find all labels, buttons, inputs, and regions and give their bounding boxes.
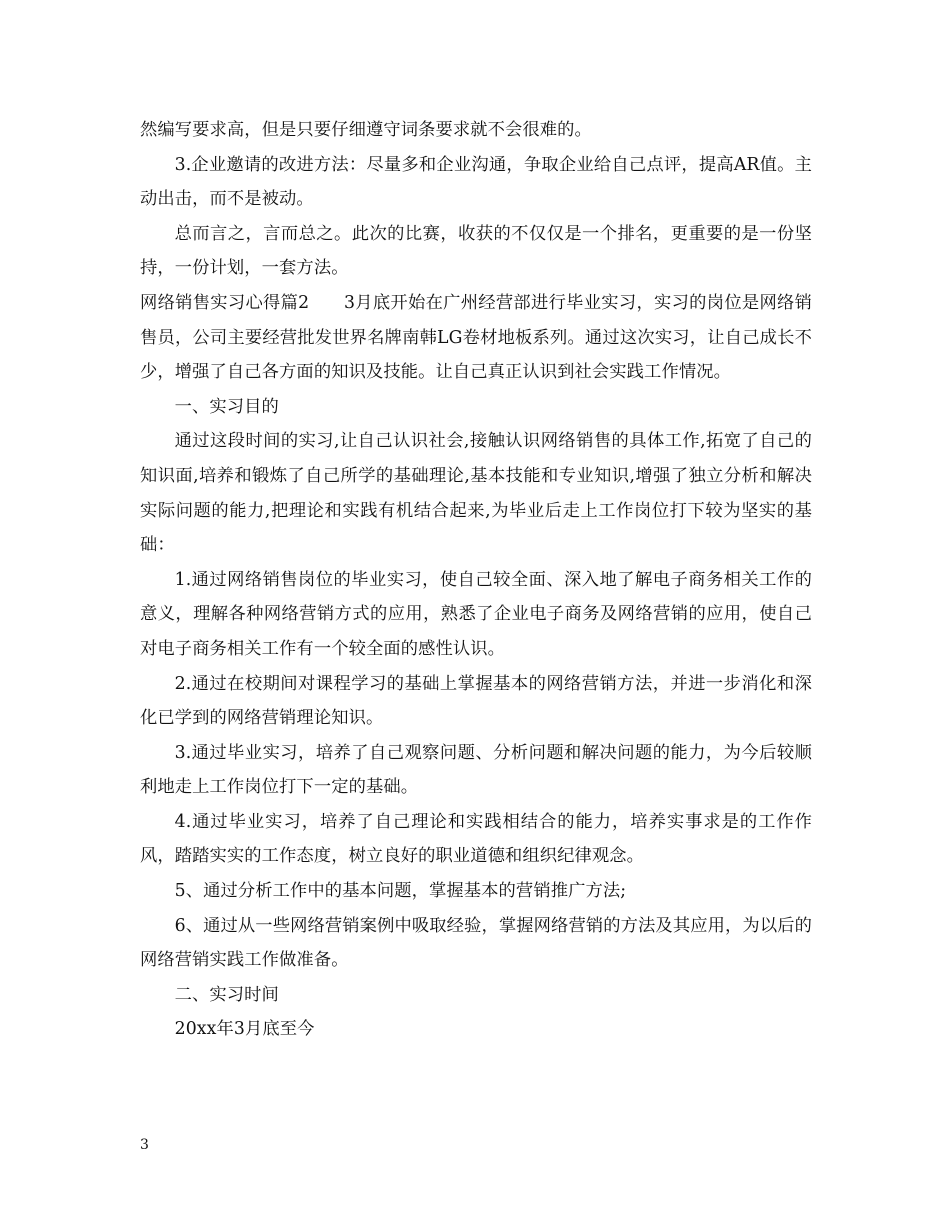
- list-item-4: 4.通过毕业实习，培养了自己理论和实践相结合的能力，培养实事求是的工作作风，踏踏实实的工作态度，树立良好的职业道德和组织纪律观念。: [140, 811, 812, 867]
- list-item-1: 1.通过网络销售岗位的毕业实习，使自己较全面、深入地了解电子商务相关工作的意义，理解各种网络营销方式的应用，熟悉了企业电子商务及网络营销的应用，使自己对电子商务相关工作有一个较全面的感性认识。: [140, 569, 812, 659]
- section-heading: 网络销售实习心得篇2: [140, 292, 310, 313]
- paragraph-purpose-detail: 通过这段时间的实习,让自己认识社会,接触认识网络销售的具体工作,拓宽了自己的知识面,培养和锻炼了自己所学的基础理论,基本技能和专业知识,增强了独立分析和解决实际问题的能力,把理论和实践有机结合起来,为毕业后走上工作岗位打下较为坚实的基础：: [140, 431, 812, 556]
- page-number: 3: [140, 1137, 149, 1153]
- list-item-2: 2.通过在校期间对课程学习的基础上掌握基本的网络营销方法，并进一步消化和深化已学到的网络营销理论知识。: [140, 673, 812, 729]
- list-item-6: 6、通过从一些网络营销案例中吸取经验，掌握网络营销的方法及其应用，为以后的网络营销实践工作做准备。: [140, 915, 812, 971]
- list-item-5: 5、通过分析工作中的基本问题，掌握基本的营销推广方法;: [174, 881, 627, 902]
- paragraph-continuation: 然编写要求高，但是只要仔细遵守词条要求就不会很难的。: [140, 120, 592, 140]
- paragraph-improvement-method: 3.企业邀请的改进方法：尽量多和企业沟通，争取企业给自己点评，提高AR值。主动出击，而不是被动。: [140, 154, 812, 210]
- paragraph-summary: 总而言之，言而总之。此次的比赛，收获的不仅仅是一个排名，更重要的是一份坚持，一份计划，一套方法。: [140, 223, 812, 279]
- section-intro-text: 3月底开始在广州经营部进行毕业实习，实习的岗位是网络销售员，公司主要经营批发世界名牌南韩LG卷材地板系列。通过这次实习，让自己成长不少，增强了自己各方面的知识及技能。让自己真正认识到社会实践工作情况。: [140, 292, 812, 383]
- list-item-3: 3.通过毕业实习，培养了自己观察问题、分析问题和解决问题的能力，为今后较顺利地走上工作岗位打下一定的基础。: [140, 742, 812, 798]
- heading-internship-time: 二、实习时间: [174, 984, 279, 1005]
- document-body: [140, 113, 812, 1047]
- heading-internship-purpose: 一、实习目的: [174, 396, 279, 417]
- internship-time-value: 20xx年3月底至今: [174, 1019, 315, 1040]
- paragraph-section-two-intro: [140, 286, 812, 390]
